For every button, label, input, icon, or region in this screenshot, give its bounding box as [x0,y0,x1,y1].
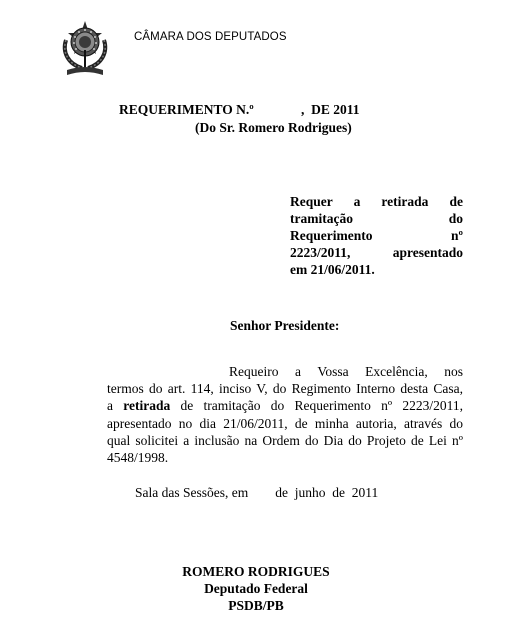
body-line: termos do art. 114, inciso V, do Regimento Interno desta Casa, [107,381,463,397]
ementa-line: Requer a retirada de [290,194,463,209]
ementa-line: Requerimento nº [290,228,463,243]
document-title: REQUERIMENTO N.º , DE 2011 [119,102,360,117]
body-word: de tramitação do Requerimento nº 2223/2011, [180,398,463,414]
signatory-role: Deputado Federal [204,581,308,596]
signatory-name: ROMERO RODRIGUES [182,564,330,579]
body-line: Requeiro a Vossa Excelência, nos [229,364,463,379]
signatory-party: PSDB/PB [228,598,284,613]
chamber-name: CÂMARA DOS DEPUTADOS [134,31,287,43]
salutation: Senhor Presidente: [230,318,340,333]
ementa-line: tramitação do [290,211,463,226]
ementa [290,193,463,278]
brazil-coat-of-arms-icon [58,20,112,78]
body-line: apresentado no dia 21/06/2011, de minha autoria, através do [107,415,463,431]
document-author: (Do Sr. Romero Rodrigues) [195,120,352,135]
body-line: qual solicitei a inclusão na Ordem do Dia do Projeto de Lei nº [107,432,463,448]
ementa-line: em 21/06/2011. [290,262,375,277]
body-paragraph [107,363,463,466]
emphasis-retirada: retirada [123,398,171,414]
body-line: 4548/1998. [107,450,169,466]
body-line [107,397,463,414]
signature-block [150,563,362,614]
session-date-line: Sala das Sessões, em de junho de 2011 [135,485,379,500]
ementa-line: 2223/2011, apresentado [290,245,463,260]
body-word: a [107,398,113,414]
